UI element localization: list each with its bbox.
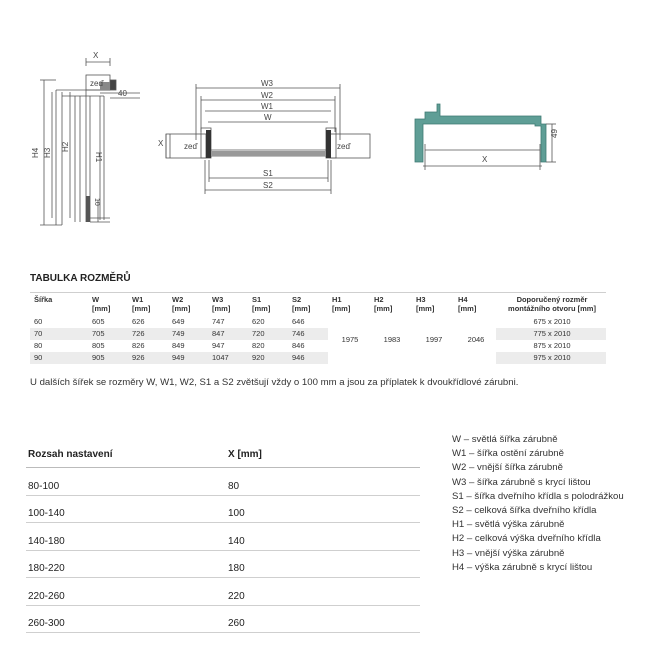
cell-x: 220 [228, 578, 420, 606]
label-x-right: X [482, 155, 488, 164]
legend-item: W1 – šířka ostění zárubně [452, 448, 564, 460]
label-w1: W1 [261, 102, 273, 111]
th-sirka: Šířka [30, 293, 88, 317]
cell-x: 140 [228, 523, 420, 551]
cell-x: 180 [228, 550, 420, 578]
th-h1: H1 [mm] [328, 293, 370, 317]
cell-s2: 846 [288, 340, 328, 352]
th-recommended: Doporučený rozměr montážního otvoru [mm] [496, 293, 606, 317]
legend-item: S2 – celková šířka dveřního křídla [452, 504, 597, 516]
cell-x: 80 [228, 468, 420, 496]
table-row [30, 316, 606, 328]
table-row [30, 340, 606, 352]
th-s2: S2 [mm] [288, 293, 328, 317]
cell-sirka: 60 [30, 316, 88, 328]
th-w: W [mm] [88, 293, 128, 317]
legend-item: W2 – vnější šířka zárubně [452, 462, 563, 474]
cell-s1: 720 [248, 328, 288, 340]
legend-item: H2 – celková výška dveřního křídla [452, 533, 601, 545]
legend [452, 433, 624, 575]
cell-sirka: 90 [30, 352, 88, 364]
legend-item: H1 – světlá výška zárubně [452, 519, 565, 531]
cell-s1: 820 [248, 340, 288, 352]
cell-s2: 646 [288, 316, 328, 328]
cell-range: 180-220 [26, 550, 228, 578]
section-diagram [0, 0, 665, 270]
cell-w1: 926 [128, 352, 168, 364]
label-w3: W3 [261, 79, 273, 88]
label-x-center: X [158, 139, 164, 148]
th-w1: W1 [mm] [128, 293, 168, 317]
cell-h1: 1975 [328, 316, 370, 364]
th-range: Rozsah nastavení [26, 441, 228, 468]
cell-recommended: 775 x 2010 [496, 328, 606, 340]
cell-w: 605 [88, 316, 128, 328]
cell-recommended: 875 x 2010 [496, 340, 606, 352]
th-h2: H2 [mm] [370, 293, 412, 317]
dimension-table-header [30, 293, 606, 317]
cell-s2: 746 [288, 328, 328, 340]
table-row [30, 328, 606, 340]
table-row [30, 352, 606, 364]
cell-w3: 947 [208, 340, 248, 352]
table-row [26, 495, 420, 523]
label-w: W [264, 113, 272, 122]
th-s1: S1 [mm] [248, 293, 288, 317]
label-zed-left: zeď [90, 79, 104, 88]
label-zed-center-left: zeď [184, 142, 198, 151]
label-49: 49 [550, 129, 559, 138]
th-h3: H3 [mm] [412, 293, 454, 317]
label-zed-center-right: zeď [337, 142, 351, 151]
cell-sirka: 70 [30, 328, 88, 340]
cell-w3: 847 [208, 328, 248, 340]
legend-item: S1 – šířka dveřního křídla s polodrážkou [452, 490, 624, 502]
legend-item: H4 – výška zárubně s krycí lištou [452, 561, 593, 573]
table-row [26, 605, 420, 633]
cell-w3: 747 [208, 316, 248, 328]
cell-s2: 946 [288, 352, 328, 364]
cell-recommended: 975 x 2010 [496, 352, 606, 364]
table-row [26, 523, 420, 551]
range-table-header [26, 441, 420, 468]
cell-w2: 849 [168, 340, 208, 352]
label-h3: H3 [43, 147, 52, 158]
label-x-left: X [93, 51, 99, 60]
label-w2: W2 [261, 91, 273, 100]
th-w3: W3 [mm] [208, 293, 248, 317]
cell-w2: 949 [168, 352, 208, 364]
th-x: X [mm] [228, 441, 420, 468]
cell-w1: 826 [128, 340, 168, 352]
cell-w: 805 [88, 340, 128, 352]
cell-w3: 1047 [208, 352, 248, 364]
label-s1: S1 [263, 169, 273, 178]
cell-w2: 749 [168, 328, 208, 340]
th-h4: H4 [mm] [454, 293, 496, 317]
cell-sirka: 80 [30, 340, 88, 352]
label-h4: H4 [31, 147, 40, 158]
cell-x: 100 [228, 495, 420, 523]
label-10: 10 [93, 198, 100, 206]
legend-item: H3 – vnější výška zárubně [452, 547, 565, 559]
cell-h2: 1983 [370, 316, 412, 364]
cell-h3: 1997 [412, 316, 454, 364]
table-row [26, 468, 420, 496]
cell-w: 905 [88, 352, 128, 364]
cell-w: 705 [88, 328, 128, 340]
cell-x: 260 [228, 605, 420, 633]
label-40: 40 [118, 89, 127, 98]
cell-s1: 920 [248, 352, 288, 364]
dimension-table-title: TABULKA ROZMĚRŮ [30, 273, 131, 284]
th-w2: W2 [mm] [168, 293, 208, 317]
dimension-note: U dalších šířek se rozměry W, W1, W2, S1 a S2 zvětšují vždy o 100 mm a jsou za příplatek k dvoukřídlové zárubni. [30, 377, 519, 388]
legend-item: W3 – šířka zárubně s krycí lištou [452, 476, 591, 488]
cell-range: 260-300 [26, 605, 228, 633]
cell-range: 80-100 [26, 468, 228, 496]
cell-s1: 620 [248, 316, 288, 328]
cell-w2: 649 [168, 316, 208, 328]
cell-h4: 2046 [454, 316, 496, 364]
range-table [26, 441, 420, 633]
cell-recommended: 675 x 2010 [496, 316, 606, 328]
table-row [26, 550, 420, 578]
cell-range: 220-260 [26, 578, 228, 606]
label-h2: H2 [61, 141, 70, 152]
label-h1: H1 [94, 152, 103, 163]
cell-w1: 626 [128, 316, 168, 328]
table-row [26, 578, 420, 606]
dimension-table [30, 292, 606, 364]
cell-range: 140-180 [26, 523, 228, 551]
cell-range: 100-140 [26, 495, 228, 523]
cell-w1: 726 [128, 328, 168, 340]
legend-item: W – světlá šířka zárubně [452, 434, 558, 445]
label-s2: S2 [263, 181, 273, 190]
